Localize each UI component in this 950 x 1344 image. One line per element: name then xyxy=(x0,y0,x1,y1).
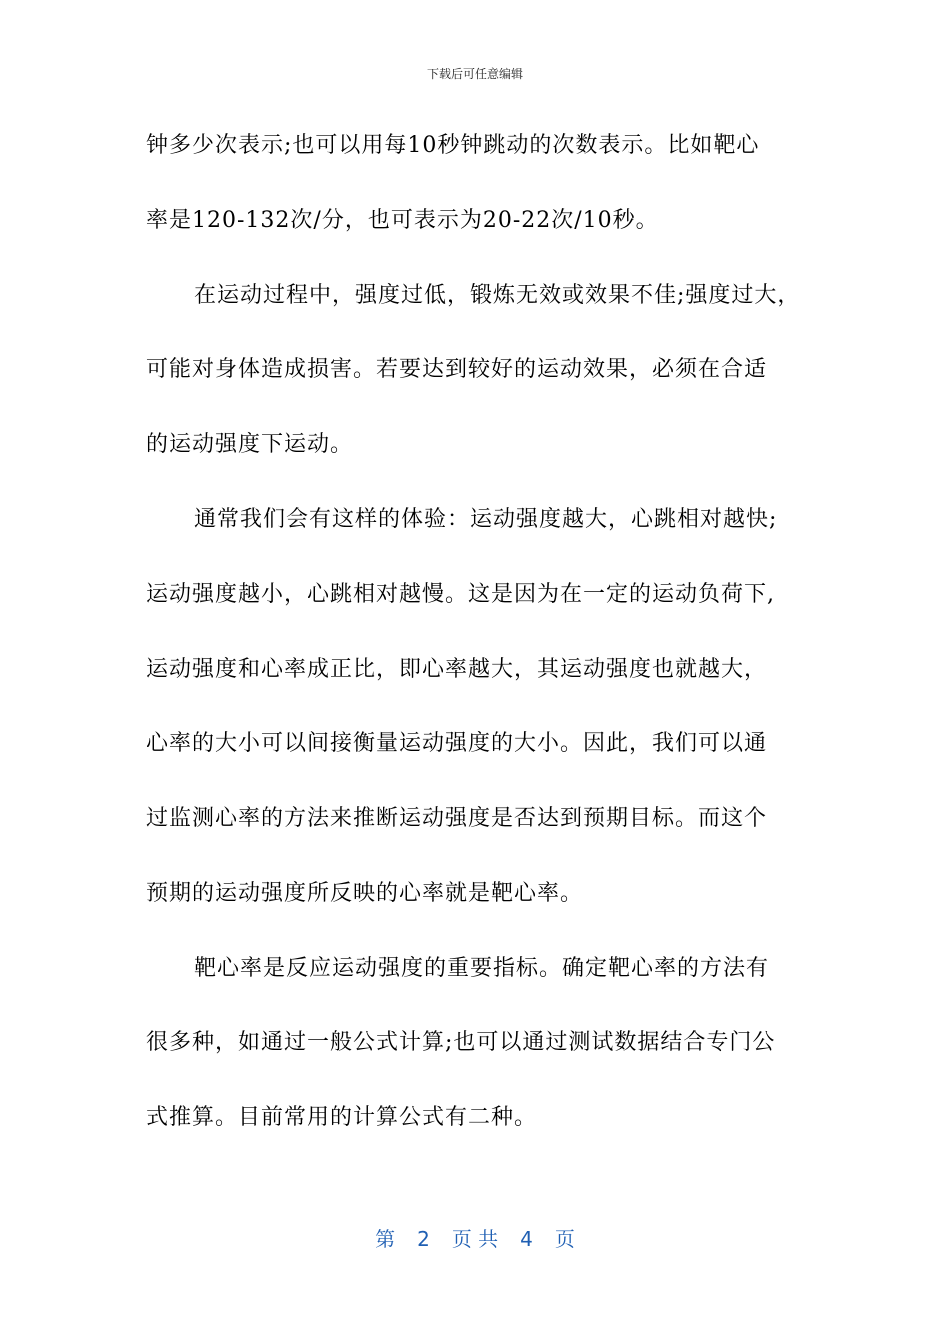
text-line: 钟多少次表示;也可以用每10秒钟跳动的次数表示。比如靶心 xyxy=(146,133,760,158)
footer-prefix: 第 xyxy=(375,1227,396,1251)
paragraph-start-line: 在运动过程中，强度过低，锻炼无效或效果不佳;强度过大， xyxy=(194,283,801,308)
text-line: 很多种，如通过一般公式计算;也可以通过测试数据结合专门公 xyxy=(146,1030,776,1055)
paragraph-start-line: 通常我们会有这样的体验：运动强度越大，心跳相对越快; xyxy=(194,507,778,532)
text-line: 预期的运动强度所反映的心率就是靶心率。 xyxy=(146,881,584,906)
footer-suffix: 页 xyxy=(554,1227,575,1251)
footer-middle: 页 共 xyxy=(451,1227,499,1251)
text-line: 运动强度和心率成正比，即心率越大，其运动强度也就越大， xyxy=(146,657,768,682)
paragraph-start-line: 靶心率是反应运动强度的重要指标。确定靶心率的方法有 xyxy=(194,956,770,981)
text-line: 可能对身体造成损害。若要达到较好的运动效果，必须在合适 xyxy=(146,357,768,382)
text-line: 运动强度越小，心跳相对越慢。这是因为在一定的运动负荷下, xyxy=(146,582,775,607)
text-line: 式推算。目前常用的计算公式有二种。 xyxy=(146,1105,538,1130)
text-line: 的运动强度下运动。 xyxy=(146,432,354,457)
text-line: 过监测心率的方法来推断运动强度是否达到预期目标。而这个 xyxy=(146,806,768,831)
page-footer xyxy=(0,1226,950,1252)
footer-current-page: 2 xyxy=(417,1227,430,1251)
page-header: 下载后可任意编辑 xyxy=(426,67,523,81)
text-line: 心率的大小可以间接衡量运动强度的大小。因此，我们可以通 xyxy=(146,731,768,756)
footer-total-pages: 4 xyxy=(520,1227,533,1251)
text-line: 率是120-132次/分，也可表示为20-22次/10秒。 xyxy=(146,208,659,233)
